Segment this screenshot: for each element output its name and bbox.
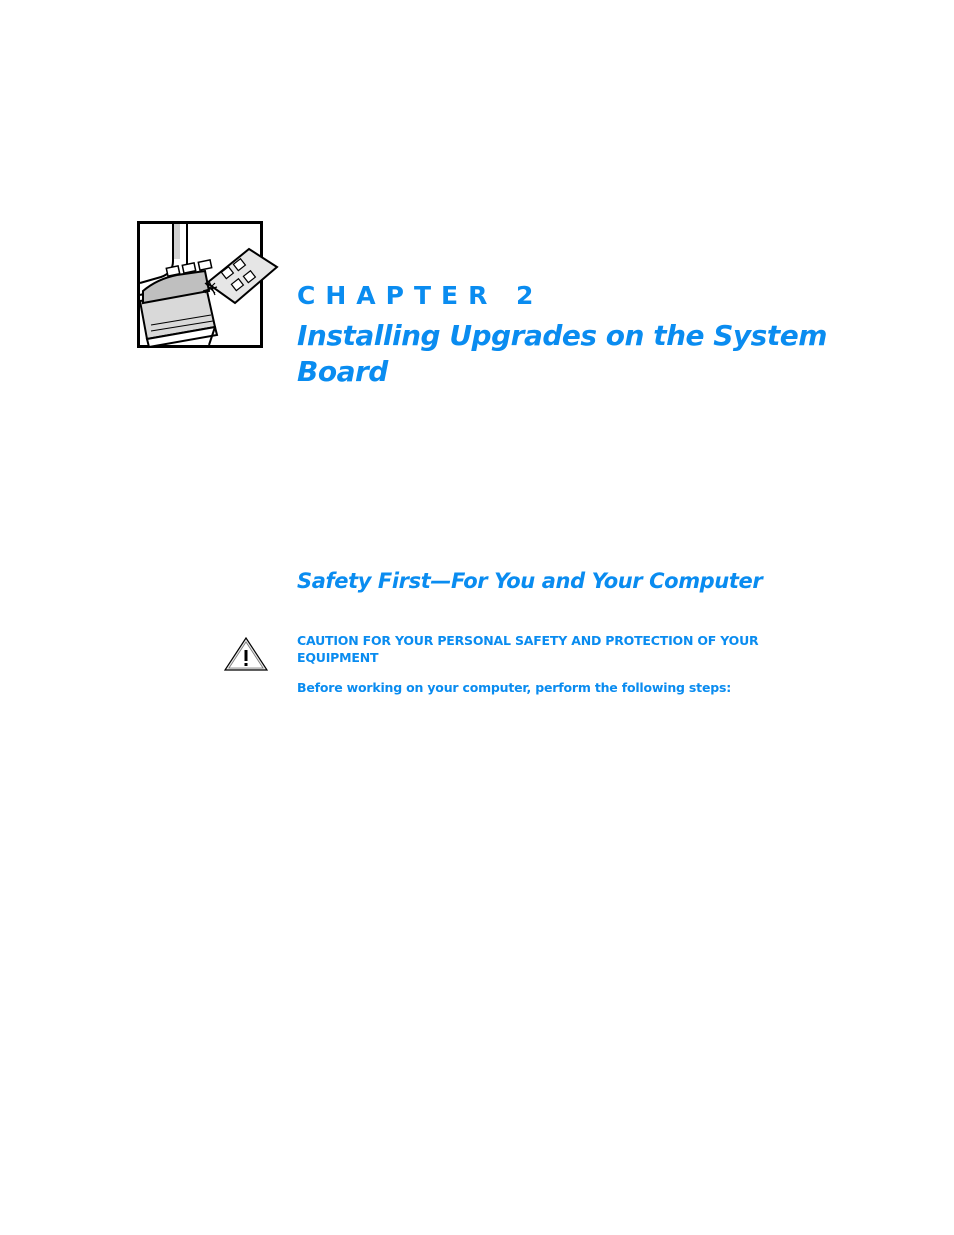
chapter-title: Installing Upgrades on the System Board [297,319,827,388]
section-heading: Safety First—For You and Your Computer [297,569,763,593]
caution-triangle-icon [223,636,269,672]
caution-text: Before working on your computer, perform the following steps: [297,680,732,695]
system-board-upgrade-icon [137,221,279,351]
caution-heading: CAUTION FOR YOUR PERSONAL SAFETY AND PROTECTION OF YOUR EQUIPMENT [297,633,759,665]
chapter-label: CHAPTER 2 [297,281,544,310]
